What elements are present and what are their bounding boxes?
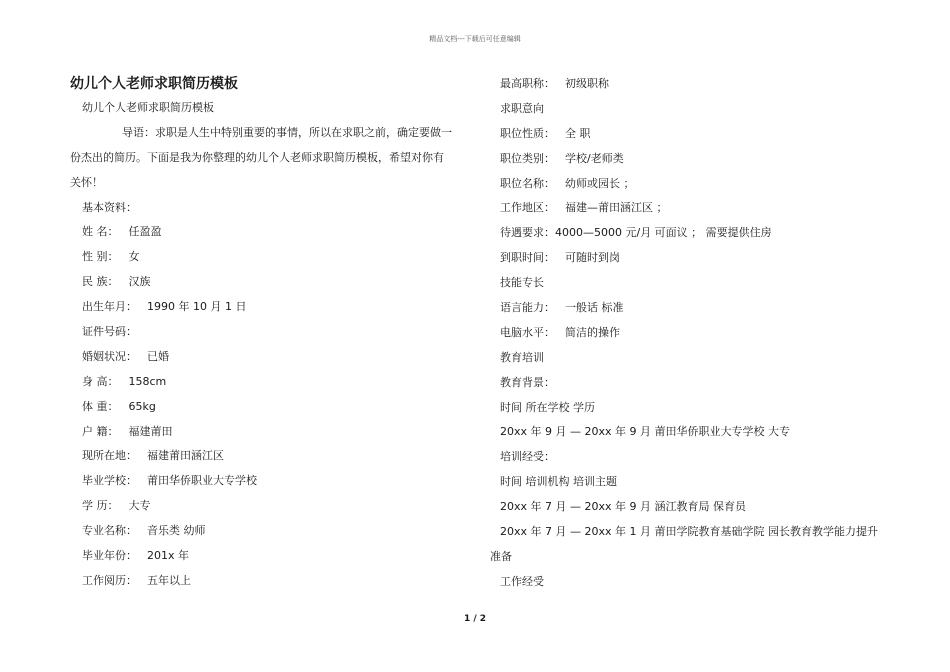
field-value: 已婚 bbox=[147, 349, 169, 363]
table-row bbox=[490, 520, 885, 545]
field-label: 婚姻状况： bbox=[82, 349, 137, 363]
field-value: 女 bbox=[128, 250, 140, 264]
table-row-text: 20xx 年 7 月 — 20xx 年 1 月 莆田学院教育基础学院 园长教育教学能力提升 bbox=[500, 525, 878, 539]
section-heading bbox=[490, 371, 885, 396]
table-header bbox=[490, 396, 885, 421]
field-row bbox=[70, 444, 465, 469]
field-label: 职位性质： bbox=[500, 126, 555, 140]
document-title: 幼儿个人老师求职简历模板 bbox=[70, 76, 238, 92]
field-value: 福建—莆田涵江区 ； bbox=[565, 201, 668, 215]
subtitle: 幼儿个人老师求职简历模板 bbox=[82, 101, 214, 114]
field-value: 汉族 bbox=[128, 275, 151, 289]
table-row-text: 20xx 年 7 月 — 20xx 年 9 月 涵江教育局 保育员 bbox=[500, 500, 746, 514]
field-label: 职位类别： bbox=[500, 151, 555, 165]
field-row bbox=[490, 296, 885, 321]
table-row bbox=[490, 420, 885, 445]
field-row bbox=[70, 270, 465, 295]
section-label: 求职意向 bbox=[500, 101, 544, 115]
section-label: 技能专长 bbox=[500, 276, 544, 290]
table-header bbox=[490, 470, 885, 495]
field-value: 1990 年 10 月 1 日 bbox=[147, 300, 247, 314]
field-value: 可随时到岗 bbox=[565, 251, 620, 265]
field-label: 出生年月： bbox=[82, 300, 137, 314]
field-row bbox=[70, 469, 465, 494]
field-label: 学 历： bbox=[82, 499, 119, 513]
field-value: 学校/老师类 bbox=[565, 151, 624, 165]
section-heading bbox=[490, 97, 885, 122]
field-row bbox=[490, 172, 885, 197]
field-row bbox=[70, 220, 465, 245]
field-row bbox=[70, 395, 465, 420]
field-value: 任盈盈 bbox=[128, 225, 162, 239]
field-label: 姓 名： bbox=[82, 225, 119, 239]
page-number: 1 / 2 bbox=[463, 614, 487, 624]
field-label: 到职时间： bbox=[500, 251, 555, 265]
intro-line-1: 导语：求职是人生中特别重要的事情，所以在求职之前，确定要做一 bbox=[122, 125, 452, 139]
field-label: 民 族： bbox=[82, 275, 119, 289]
section-heading bbox=[490, 346, 885, 371]
field-row bbox=[490, 72, 885, 97]
field-row bbox=[70, 569, 465, 594]
field-row bbox=[70, 320, 465, 345]
field-label: 身 高： bbox=[82, 374, 119, 388]
field-value: 幼师或园长 ； bbox=[565, 176, 635, 190]
intro-line-3: 关怀！ bbox=[70, 175, 103, 189]
table-header-text: 时间 所在学校 学历 bbox=[500, 400, 595, 414]
field-label: 专业名称： bbox=[82, 524, 137, 538]
field-value: 158cm bbox=[128, 374, 167, 388]
field-value: 简洁的操作 bbox=[565, 325, 620, 339]
field-row bbox=[490, 122, 885, 147]
section-basic-info: 基本资料： bbox=[82, 200, 137, 214]
field-label: 证件号码： bbox=[82, 325, 137, 339]
field-value: 65kg bbox=[128, 399, 156, 413]
field-row bbox=[70, 494, 465, 519]
field-row bbox=[70, 420, 465, 445]
left-column bbox=[70, 72, 465, 594]
field-label: 待遇要求： bbox=[500, 226, 555, 240]
field-value: 全 职 bbox=[565, 126, 591, 140]
section-label: 培训经受： bbox=[500, 450, 555, 464]
field-value: 初级职称 bbox=[565, 77, 609, 90]
field-row bbox=[490, 196, 885, 221]
field-label: 电脑水平： bbox=[500, 325, 555, 339]
field-value: 音乐类 幼师 bbox=[147, 524, 206, 538]
field-row bbox=[70, 519, 465, 544]
right-column bbox=[490, 72, 885, 595]
field-value: 莆田华侨职业大专学校 bbox=[147, 474, 257, 488]
field-value: 大专 bbox=[128, 499, 151, 513]
table-row-text: 20xx 年 9 月 — 20xx 年 9 月 莆田华侨职业大专学校 大专 bbox=[500, 425, 790, 439]
table-row bbox=[490, 495, 885, 520]
field-row bbox=[490, 147, 885, 172]
field-value: 一般话 标准 bbox=[565, 301, 624, 315]
table-header-text: 时间 培训机构 培训主题 bbox=[500, 475, 617, 489]
section-heading: 工作经受 bbox=[500, 574, 544, 588]
section-heading bbox=[490, 445, 885, 470]
field-label: 毕业年份： bbox=[82, 549, 137, 563]
field-label: 现所在地： bbox=[82, 449, 137, 463]
field-row bbox=[70, 544, 465, 569]
field-label: 户 籍： bbox=[82, 424, 119, 438]
field-label: 体 重： bbox=[82, 399, 119, 413]
page-header-note: 精品文档---下载后可任意编辑 bbox=[429, 35, 521, 43]
field-label: 工作阅历： bbox=[82, 573, 137, 587]
field-value: 福建莆田涵江区 bbox=[147, 449, 224, 463]
field-value: 201x 年 bbox=[147, 549, 190, 563]
field-row bbox=[70, 245, 465, 270]
section-label: 教育培训 bbox=[500, 350, 544, 364]
intro-line-2: 份杰出的简历。下面是我为你整理的幼儿个人老师求职简历模板，希望对你有 bbox=[70, 150, 444, 164]
field-label: 毕业学校： bbox=[82, 474, 137, 488]
field-label: 工作地区： bbox=[500, 201, 555, 215]
field-row bbox=[70, 295, 465, 320]
field-row bbox=[490, 321, 885, 346]
field-label: 职位名称： bbox=[500, 176, 555, 190]
field-row bbox=[490, 221, 885, 246]
field-label: 最高职称： bbox=[500, 77, 555, 90]
field-row bbox=[490, 246, 885, 271]
section-label: 教育背景： bbox=[500, 375, 555, 389]
section-heading bbox=[490, 271, 885, 296]
field-value: 福建莆田 bbox=[128, 424, 173, 438]
field-label: 语言能力： bbox=[500, 301, 555, 315]
field-label: 性 别： bbox=[82, 250, 119, 264]
field-row bbox=[70, 370, 465, 395]
field-value: 4000—5000 元/月 可面议 ； 需要提供住房 bbox=[555, 226, 772, 240]
field-value: 五年以上 bbox=[147, 573, 191, 587]
field-row bbox=[70, 345, 465, 370]
wrapped-line: 准备 bbox=[490, 549, 512, 563]
